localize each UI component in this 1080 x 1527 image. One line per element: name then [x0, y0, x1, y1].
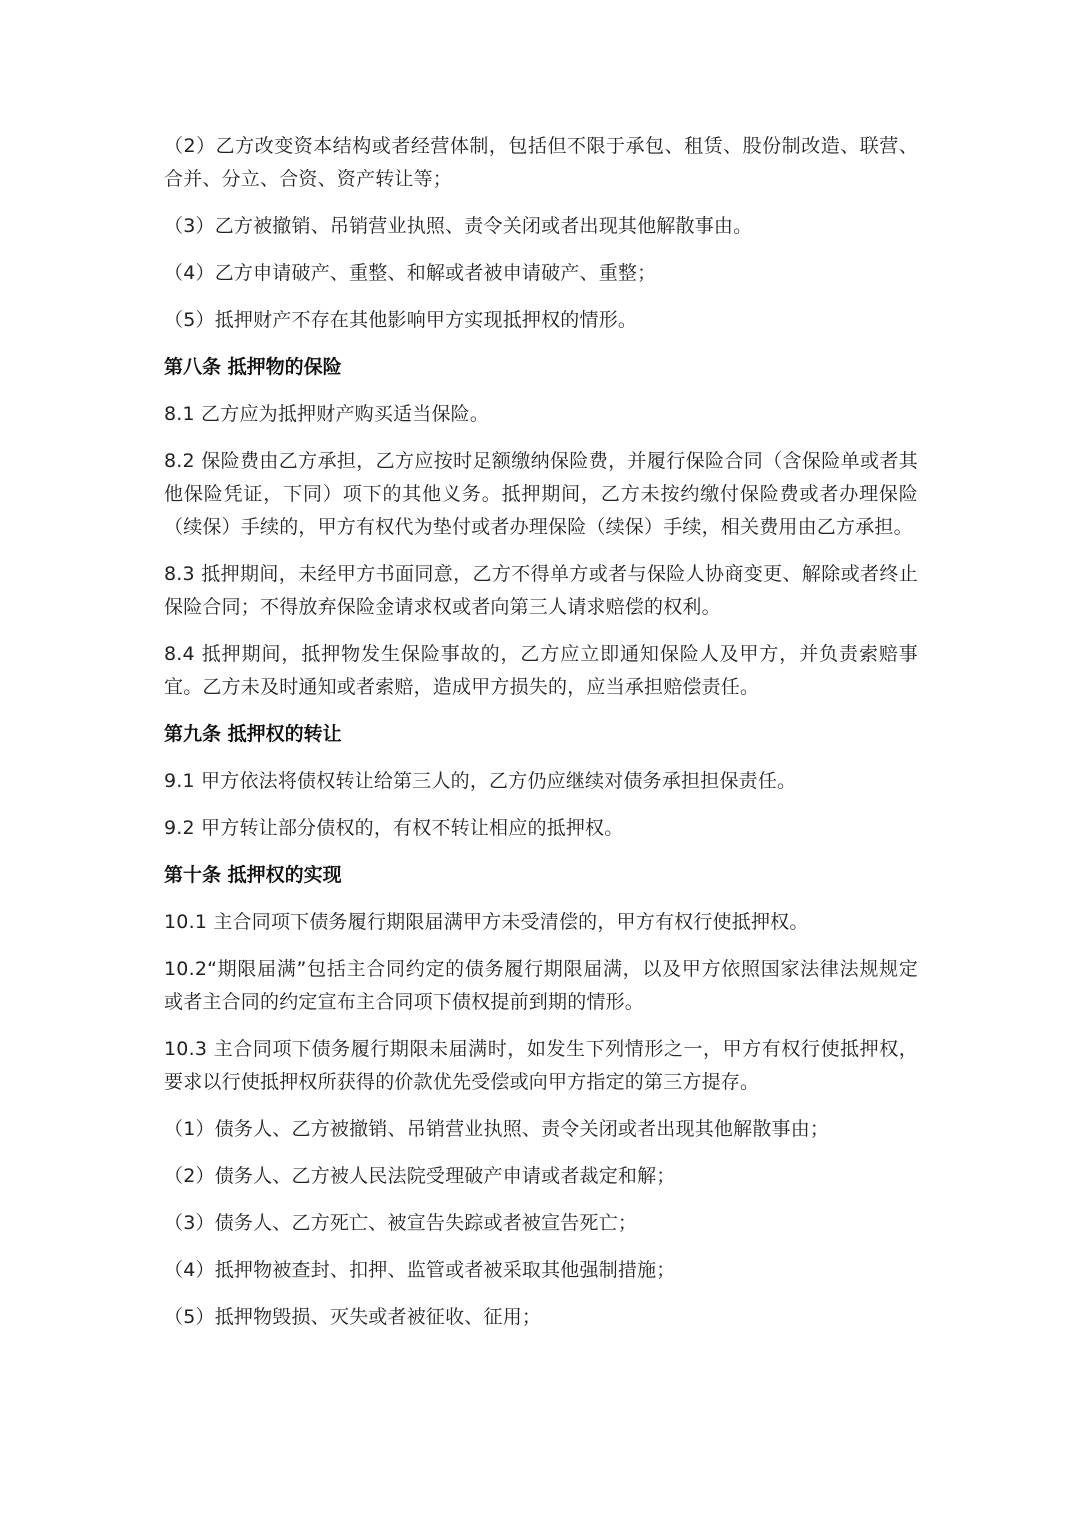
clause-10-3-item-3: （3）债务人、乙方死亡、被宣告失踪或者被宣告死亡； — [164, 1212, 638, 1234]
clause-9-2: 9.2 甲方转让部分债权的，有权不转让相应的抵押权。 — [164, 817, 624, 839]
clause-7-item-3: （3）乙方被撤销、吊销营业执照、责令关闭或者出现其他解散事由。 — [164, 215, 753, 237]
clause-9-1: 9.1 甲方依法将债权转让给第三人的，乙方仍应继续对债务承担担保责任。 — [164, 770, 797, 792]
clause-8-3: 8.3 抵押期间，未经甲方书面同意，乙方不得单方或者与保险人协商变更、解除或者终止保险合同；不得放弃保险金请求权或者向第三人请求赔偿的权利。 — [164, 563, 918, 618]
article-8-heading: 第八条 抵押物的保险 — [164, 356, 342, 378]
article-9-heading: 第九条 抵押权的转让 — [164, 723, 342, 745]
clause-10-3-item-2: （2）债务人、乙方被人民法院受理破产申请或者裁定和解； — [164, 1165, 676, 1187]
clause-7-item-5: （5）抵押财产不存在其他影响甲方实现抵押权的情形。 — [164, 309, 638, 331]
clause-10-3: 10.3 主合同项下债务履行期限未届满时，如发生下列情形之一，甲方有权行使抵押权，要求以行使抵押权所获得的价款优先受偿或向甲方指定的第三方提存。 — [164, 1038, 918, 1093]
clause-10-3-item-1: （1）债务人、乙方被撤销、吊销营业执照、责令关闭或者出现其他解散事由； — [164, 1118, 830, 1140]
clause-8-2: 8.2 保险费由乙方承担，乙方应按时足额缴纳保险费，并履行保险合同（含保险单或者其他保险凭证，下同）项下的其他义务。抵押期间，乙方未按约缴付保险费或者办理保险（续保）手续的，甲方有权代为垫付或者办理保险（续保）手续，相关费用由乙方承担。 — [164, 450, 918, 538]
clause-8-4: 8.4 抵押期间，抵押物发生保险事故的，乙方应立即通知保险人及甲方，并负责索赔事宜。乙方未及时通知或者索赔，造成甲方损失的，应当承担赔偿责任。 — [164, 643, 918, 698]
article-10-heading: 第十条 抵押权的实现 — [164, 864, 342, 886]
clause-10-3-item-4: （4）抵押物被查封、扣押、监管或者被采取其他强制措施； — [164, 1259, 676, 1281]
clause-7-item-4: （4）乙方申请破产、重整、和解或者被申请破产、重整； — [164, 262, 657, 284]
clause-8-1: 8.1 乙方应为抵押财产购买适当保险。 — [164, 403, 490, 425]
clause-10-1: 10.1 主合同项下债务履行期限届满甲方未受清偿的，甲方有权行使抵押权。 — [164, 911, 809, 933]
clause-10-2: 10.2“期限届满”包括主合同约定的债务履行期限届满，以及甲方依照国家法律法规规定或者主合同的约定宣布主合同项下债权提前到期的情形。 — [164, 958, 918, 1013]
clause-10-3-item-5: （5）抵押物毁损、灭失或者被征收、征用； — [164, 1306, 542, 1328]
clause-7-item-2: （2）乙方改变资本结构或者经营体制，包括但不限于承包、租赁、股份制改造、联营、合并、分立、合资、资产转让等； — [164, 135, 918, 190]
document-page — [164, 130, 918, 1348]
